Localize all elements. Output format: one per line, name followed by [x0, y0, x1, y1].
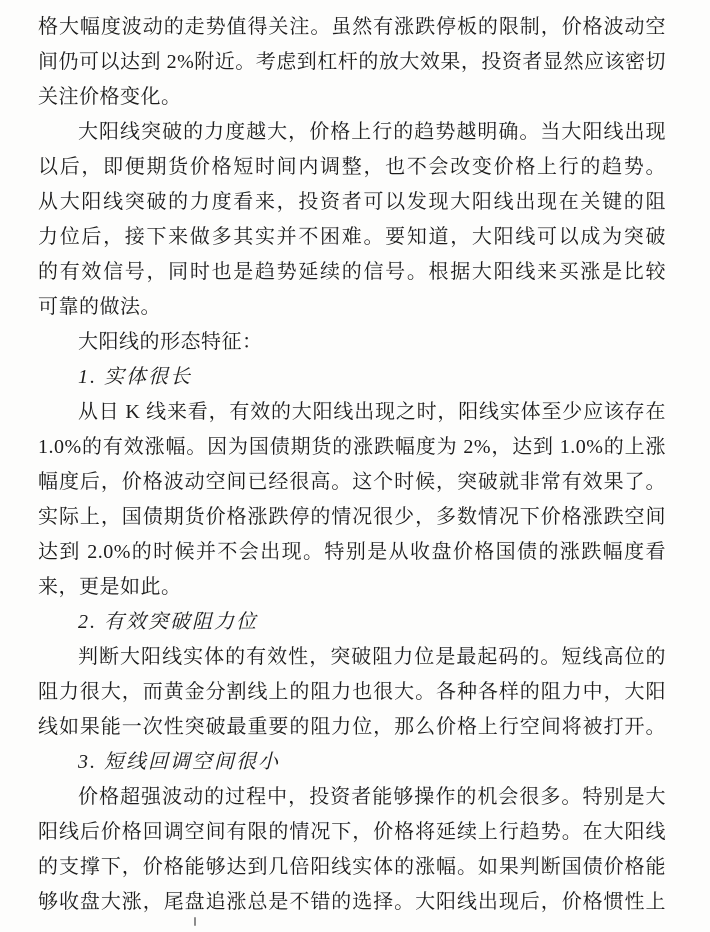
text-line: 从大阳线突破的力度看来，投资者可以发现大阳线出现在关键的阻 [38, 191, 666, 213]
text-line: 判断大阳线实体的有效性，突破阻力位是最起码的。短线高位的 [78, 646, 666, 668]
text-line: 幅度后，价格波动空间已经很高。这个时候，突破就非常有效果了。 [38, 471, 666, 493]
scan-artifact-tick [194, 917, 196, 926]
text-line: 实际上，国债期货价格涨跌停的情况很少，多数情况下价格涨跌空间 [38, 506, 666, 528]
text-line: 间仍可以达到 2%附近。考虑到杠杆的放大效果，投资者显然应该密切 [38, 51, 666, 73]
text-line: 大阳线突破的力度越大，价格上行的趋势越明确。当大阳线出现 [78, 121, 666, 143]
text-line: 以后，即便期货价格短时间内调整，也不会改变价格上行的趋势。 [38, 156, 666, 178]
text-line: 价格超强波动的过程中，投资者能够操作的机会很多。特别是大 [78, 786, 666, 808]
section-heading-line: 3. 短线回调空间很小 [78, 751, 280, 773]
text-line: 格大幅度波动的走势值得关注。虽然有涨跌停板的限制，价格波动空 [38, 16, 666, 38]
text-line: 大阳线的形态特征： [78, 331, 263, 353]
text-line: 阻力很大，而黄金分割线上的阻力也很大。各种各样的阻力中，大阳 [38, 681, 666, 703]
text-line: 够收盘大涨，尾盘追涨总是不错的选择。大阳线出现后，价格惯性上 [38, 891, 666, 913]
text-line: 关注价格变化。 [38, 86, 182, 108]
text-line: 的有效信号，同时也是趋势延续的信号。根据大阳线来买涨是比较 [38, 261, 666, 283]
text-line: 阳线后价格回调空间有限的情况下，价格将延续上行趋势。在大阳线 [38, 821, 666, 843]
text-line: 1.0%的有效涨幅。因为国债期货的涨跌幅度为 2%，达到 1.0%的上涨 [38, 436, 666, 458]
section-heading-line: 2. 有效突破阻力位 [78, 611, 258, 633]
text-line: 达到 2.0%的时候并不会出现。特别是从收盘价格国债的涨跌幅度看 [38, 541, 666, 563]
text-line: 的支撑下，价格能够达到几倍阳线实体的涨幅。如果判断国债价格能 [38, 856, 666, 878]
text-line: 从日 K 线来看，有效的大阳线出现之时，阳线实体至少应该存在 [78, 401, 666, 423]
text-line: 可靠的做法。 [38, 296, 161, 318]
text-block [38, 10, 666, 920]
text-line: 力位后，接下来做多其实并不困难。要知道，大阳线可以成为突破 [38, 226, 666, 248]
section-heading-line: 1. 实体很长 [78, 366, 192, 388]
text-line: 来，更是如此。 [38, 576, 182, 598]
text-line: 线如果能一次性突破最重要的阻力位，那么价格上行空间将被打开。 [38, 716, 666, 738]
